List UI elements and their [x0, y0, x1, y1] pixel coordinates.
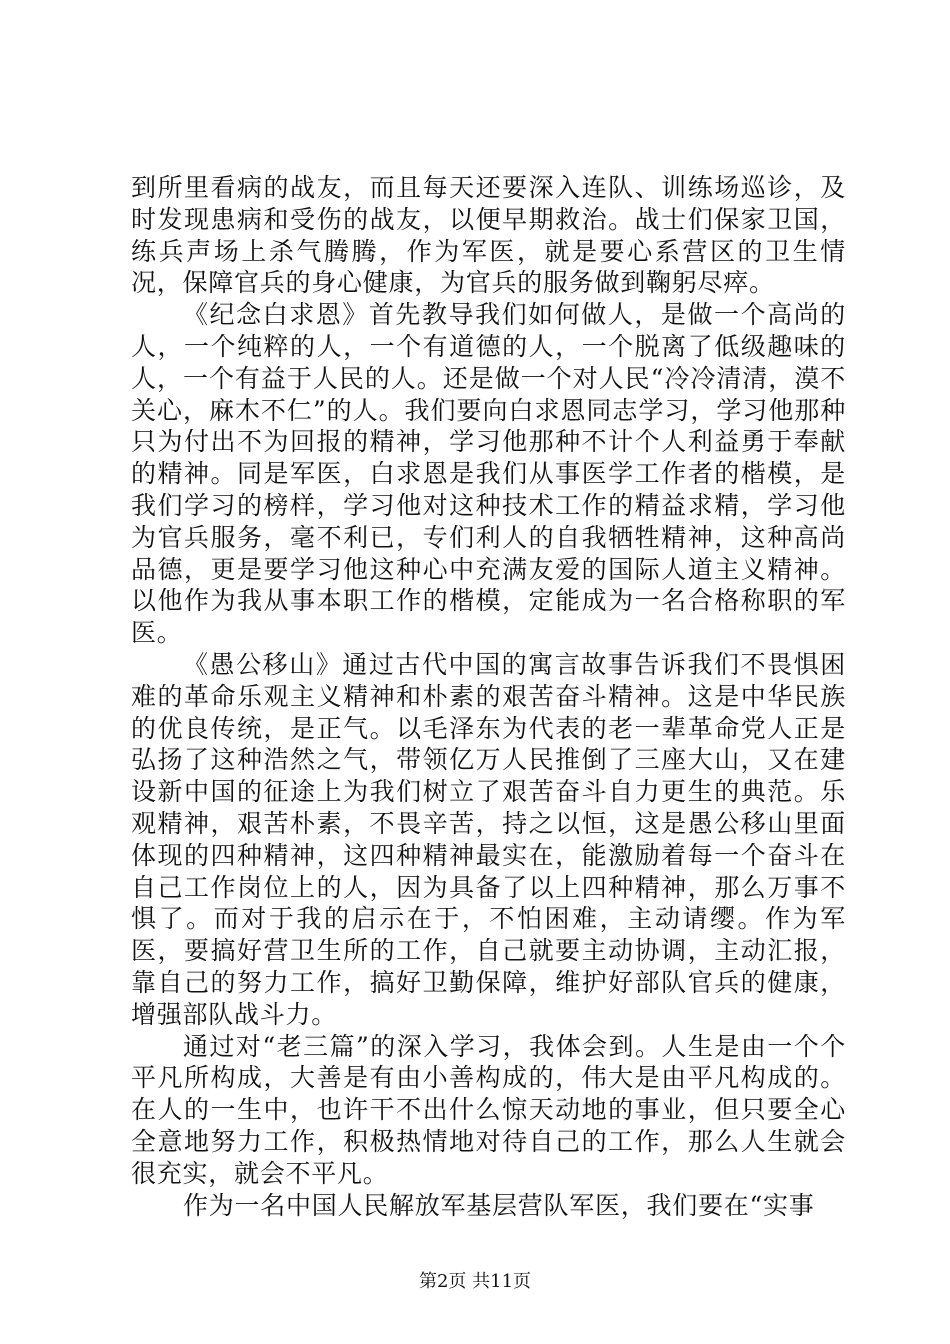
paragraph-closing: 作为一名中国人民解放军基层营队军医，我们要在“实事 [183, 1190, 815, 1220]
body-text [131, 172, 846, 1221]
paragraph-yugong: 《愚公移山》通过古代中国的寓言故事告诉我们不畏惧困难的革命乐观主义精神和朴素的艰苦奋斗精神。这是中华民族的优良传统，是正气。以毛泽东为代表的老一辈革命党人正是弘扬了这种浩然之气，带领亿万人民推倒了三座大山，又在建设新中国的征途上为我们树立了艰苦奋斗自力更生的典范。乐观精神，艰苦朴素，不畏辛苦，持之以恒，这是愚公移山里面体现的四种精神，这四种精神最实在，能激励着每一个奋斗在自己工作岗位上的人，因为具备了以上四种精神，那么万事不惧了。而对于我的启示在于，不怕困难，主动请缨。作为军医，要搞好营卫生所的工作，自己就要主动协调，主动汇报，靠自己的努力工作，搞好卫勤保障，维护好部队官兵的健康，增强部队战斗力。 [131, 649, 846, 1029]
page-number-footer: 第2页 共11页 [418, 1271, 532, 1292]
paragraph-reflection: 通过对“老三篇”的深入学习，我体会到。人生是由一个个平凡所构成，大善是有由小善构成的，伟大是由平凡构成的。在人的一生中，也许干不出什么惊天动地的事业，但只要全心全意地努力工作，积极热情地对待自己的工作，那么人生就会很充实，就会不平凡。 [131, 1031, 846, 1188]
paragraph-bethune: 《纪念白求恩》首先教导我们如何做人，是做一个高尚的人，一个纯粹的人，一个有道德的人，一个脱离了低级趣味的人，一个有益于人民的人。还是做一个对人民“冷冷清清，漠不关心，麻木不仁”的人。我们要向白求恩同志学习，学习他那种只为付出不为回报的精神，学习他那种不计个人利益勇于奉献的精神。同是军医，白求恩是我们从事医学工作者的楷模，是我们学习的榜样，学习他对这种技术工作的精益求精，学习他为官兵服务，毫不利已，专们利人的自我牺牲精神，这种高尚品德，更是要学习他这种心中充满友爱的国际人道主义精神。以他作为我从事本职工作的楷模，定能成为一名合格称职的军医。 [131, 300, 846, 648]
paragraph-continuation: 到所里看病的战友，而且每天还要深入连队、训练场巡诊，及时发现患病和受伤的战友，以便早期救治。战士们保家卫国，练兵声场上杀气腾腾，作为军医，就是要心系营区的卫生情况，保障官兵的身心健康，为官兵的服务做到鞠躬尽瘁。 [131, 173, 846, 298]
